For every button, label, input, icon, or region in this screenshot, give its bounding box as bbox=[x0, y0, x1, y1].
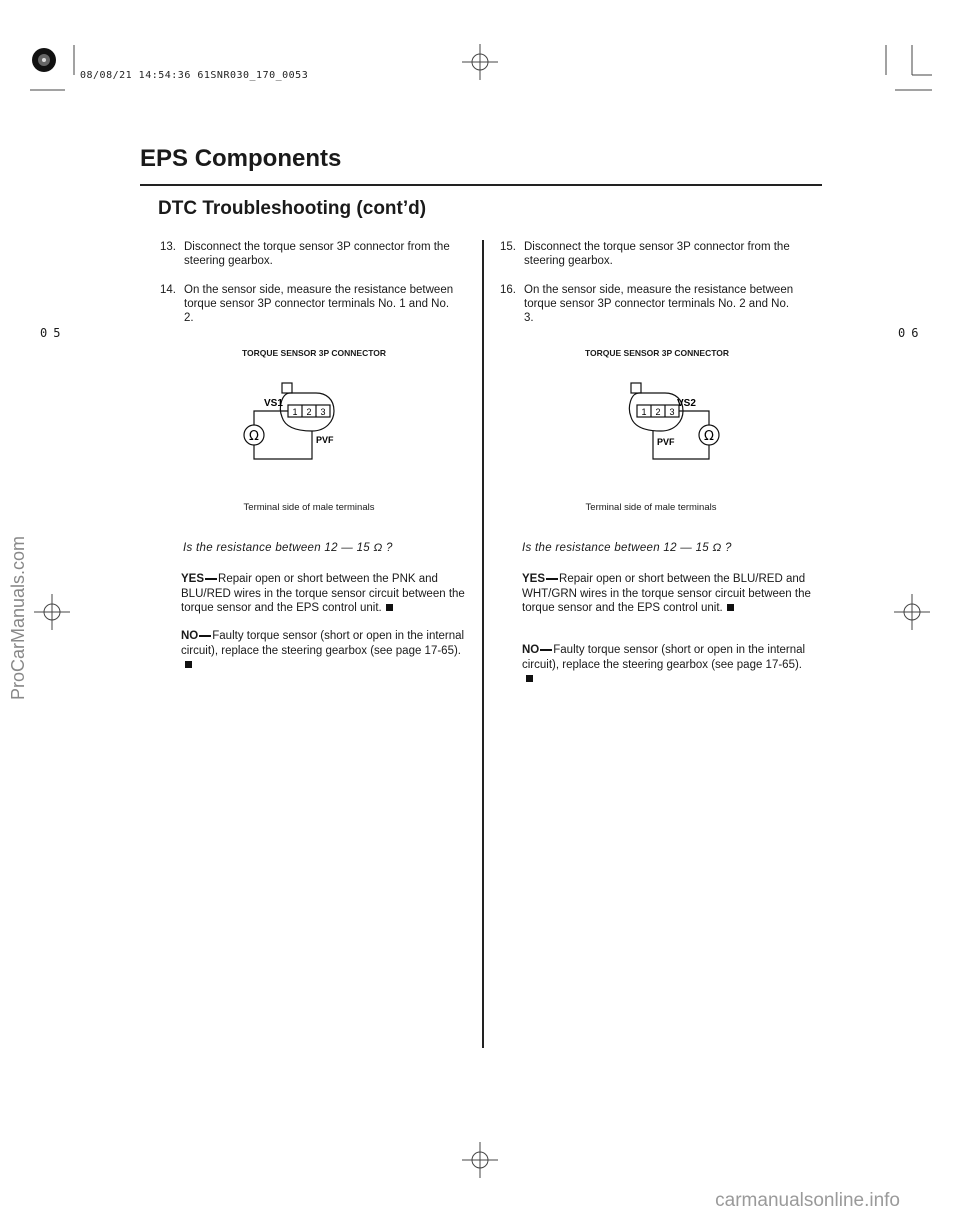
ohmmeter-icon: Ω bbox=[249, 429, 259, 444]
pin-1: 1 bbox=[292, 407, 298, 417]
pin-2: 2 bbox=[655, 407, 661, 417]
question: Is the resistance between 12 — 15 Ω ? bbox=[522, 542, 732, 554]
no-text: Faulty torque sensor (short or open in the internal circuit), replace the steering gearbox (see page 17-65). bbox=[522, 644, 806, 671]
end-square-icon bbox=[526, 675, 533, 682]
yes-answer bbox=[522, 572, 812, 616]
no-label: NO bbox=[181, 630, 199, 642]
connector-diagram-left bbox=[230, 375, 360, 475]
dash-icon bbox=[546, 578, 558, 580]
question: Is the resistance between 12 — 15 Ω ? bbox=[183, 542, 393, 554]
yes-label: YES bbox=[181, 573, 205, 585]
yes-text: Repair open or short between the PNK and BLU/RED wires in the torque sensor circuit between the torque sensor and the EPS control unit. bbox=[181, 573, 465, 614]
column-divider bbox=[482, 240, 484, 1048]
title-rule bbox=[140, 184, 822, 186]
page-title: EPS Components bbox=[140, 145, 342, 172]
step-text: On the sensor side, measure the resistance between torque sensor 3P connector terminals No. 2 and No. 3. bbox=[524, 284, 794, 324]
terminal-note: Terminal side of male terminals bbox=[243, 502, 375, 513]
step-text: Disconnect the torque sensor 3P connector from the steering gearbox. bbox=[184, 241, 450, 267]
page-number-right: 06 bbox=[898, 326, 925, 340]
step-text: Disconnect the torque sensor 3P connector from the steering gearbox. bbox=[524, 241, 790, 267]
step-number: 15. bbox=[500, 241, 516, 253]
side-watermark: ProCarManuals.com bbox=[8, 535, 28, 700]
step-text: On the sensor side, measure the resistance between torque sensor 3P connector terminals No. 1 and No. 2. bbox=[184, 284, 454, 324]
print-stamp: 08/08/21 14:54:36 61SNR030_170_0053 bbox=[80, 70, 309, 81]
dash-icon bbox=[199, 635, 211, 637]
yes-label: YES bbox=[522, 573, 546, 585]
no-text: Faulty torque sensor (short or open in the internal circuit), replace the steering gearbox (see page 17-65). bbox=[181, 630, 465, 657]
end-square-icon bbox=[727, 604, 734, 611]
dash-icon bbox=[205, 578, 217, 580]
step-number: 16. bbox=[500, 284, 516, 296]
terminal-note: Terminal side of male terminals bbox=[585, 502, 717, 513]
step-number: 14. bbox=[160, 284, 176, 296]
pin-3: 3 bbox=[320, 407, 326, 417]
step-16 bbox=[500, 283, 800, 325]
step-number: 13. bbox=[160, 241, 176, 253]
end-square-icon bbox=[386, 604, 393, 611]
label-vs2: VS2 bbox=[677, 398, 696, 409]
end-square-icon bbox=[185, 661, 192, 668]
no-label: NO bbox=[522, 644, 540, 656]
crosshair-target-icon bbox=[32, 48, 56, 72]
connector-caption: TORQUE SENSOR 3P CONNECTOR bbox=[584, 348, 730, 358]
page-number-left: 05 bbox=[40, 326, 67, 340]
yes-text: Repair open or short between the BLU/RED and WHT/GRN wires in the torque sensor circuit between the torque sensor and the EPS control unit. bbox=[522, 573, 811, 614]
footer-watermark: carmanualsonline.info bbox=[715, 1190, 900, 1211]
connector-diagram-right bbox=[605, 375, 735, 475]
no-answer bbox=[181, 629, 471, 673]
pin-3: 3 bbox=[669, 407, 675, 417]
ohmmeter-icon: Ω bbox=[704, 429, 714, 444]
dash-icon bbox=[540, 649, 552, 651]
label-vs1: VS1 bbox=[264, 398, 283, 409]
step-13 bbox=[160, 240, 460, 268]
section-subtitle: DTC Troubleshooting (cont’d) bbox=[158, 198, 427, 219]
no-answer bbox=[522, 643, 812, 687]
label-pvf: PVF bbox=[316, 435, 334, 445]
step-14 bbox=[160, 283, 460, 325]
yes-answer bbox=[181, 572, 471, 616]
pin-1: 1 bbox=[641, 407, 647, 417]
pin-2: 2 bbox=[306, 407, 312, 417]
label-pvf: PVF bbox=[657, 437, 675, 447]
connector-caption: TORQUE SENSOR 3P CONNECTOR bbox=[241, 348, 387, 358]
step-15 bbox=[500, 240, 800, 268]
